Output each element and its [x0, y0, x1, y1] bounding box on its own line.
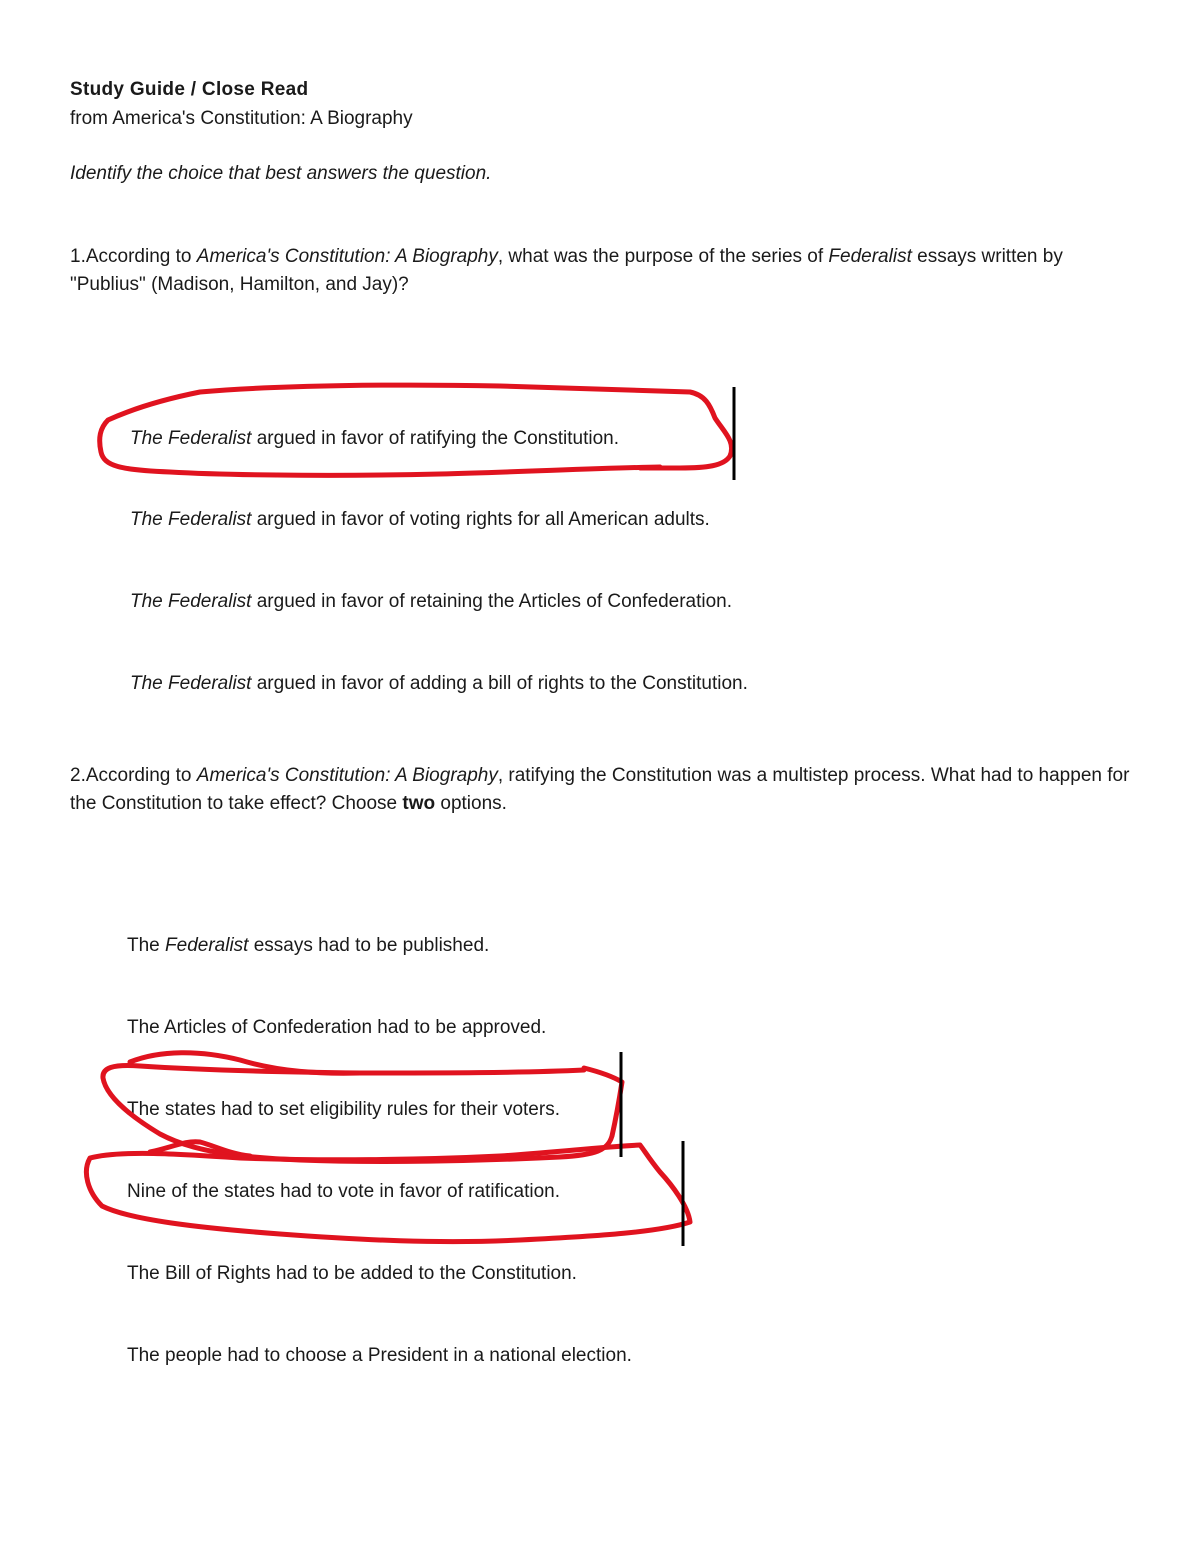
question-text: According to	[85, 765, 197, 786]
question-2	[70, 762, 1130, 818]
question-text: essays written by "Publius" (Madison, Hamilton, and Jay)?	[70, 246, 1063, 295]
emphasis-text: Federalist	[828, 246, 912, 267]
option-lead: The Federalist	[130, 509, 252, 530]
option-lead: The Federalist	[130, 428, 252, 449]
q2-option-3[interactable]: The states had to set eligibility rules for their voters.	[127, 1099, 560, 1120]
option-text: essays had to be published.	[248, 935, 490, 956]
q1-option-1[interactable]	[130, 425, 619, 453]
q2-option-1[interactable]	[127, 932, 489, 960]
book-title: America's Constitution: A Biography	[196, 246, 498, 267]
option-lead: The Federalist	[130, 591, 252, 612]
question-text: According to	[85, 246, 197, 267]
q1-option-2[interactable]	[130, 506, 710, 534]
question-1	[70, 243, 1130, 299]
q2-option-2[interactable]: The Articles of Confederation had to be approved.	[127, 1017, 547, 1038]
question-number: 1.	[70, 246, 86, 267]
question-text: , what was the purpose of the series of	[497, 246, 829, 267]
option-lead: The Federalist	[130, 673, 252, 694]
option-text: The	[127, 935, 166, 956]
q1-option-4[interactable]	[130, 670, 748, 698]
book-title: America's Constitution: A Biography	[196, 765, 498, 786]
option-lead: Federalist	[165, 935, 249, 956]
page-title: Study Guide / Close Read	[70, 79, 309, 100]
q2-option-6[interactable]: The people had to choose a President in a national election.	[127, 1345, 632, 1366]
source-line: from America's Constitution: A Biography	[70, 108, 413, 129]
option-text: argued in favor of adding a bill of rights to the Constitution.	[251, 673, 748, 694]
q2-option-5[interactable]: The Bill of Rights had to be added to the Constitution.	[127, 1263, 577, 1284]
red-circle-mark	[130, 1053, 360, 1073]
instructions: Identify the choice that best answers the question.	[70, 163, 492, 184]
option-text: argued in favor of voting rights for all American adults.	[251, 509, 710, 530]
option-text: argued in favor of ratifying the Constitution.	[251, 428, 619, 449]
question-text: , ratifying the Constitution was a multistep process. What had to happen for the Constitution to take effect? Choose	[70, 765, 1130, 814]
emphasis-text: two	[402, 793, 436, 814]
question-text: options.	[435, 793, 507, 814]
red-circle-mark	[150, 1142, 250, 1156]
q2-option-4[interactable]: Nine of the states had to vote in favor of ratification.	[127, 1181, 561, 1202]
q1-option-3[interactable]	[130, 588, 732, 616]
question-number: 2.	[70, 765, 86, 786]
option-text: argued in favor of retaining the Articles of Confederation.	[251, 591, 733, 612]
